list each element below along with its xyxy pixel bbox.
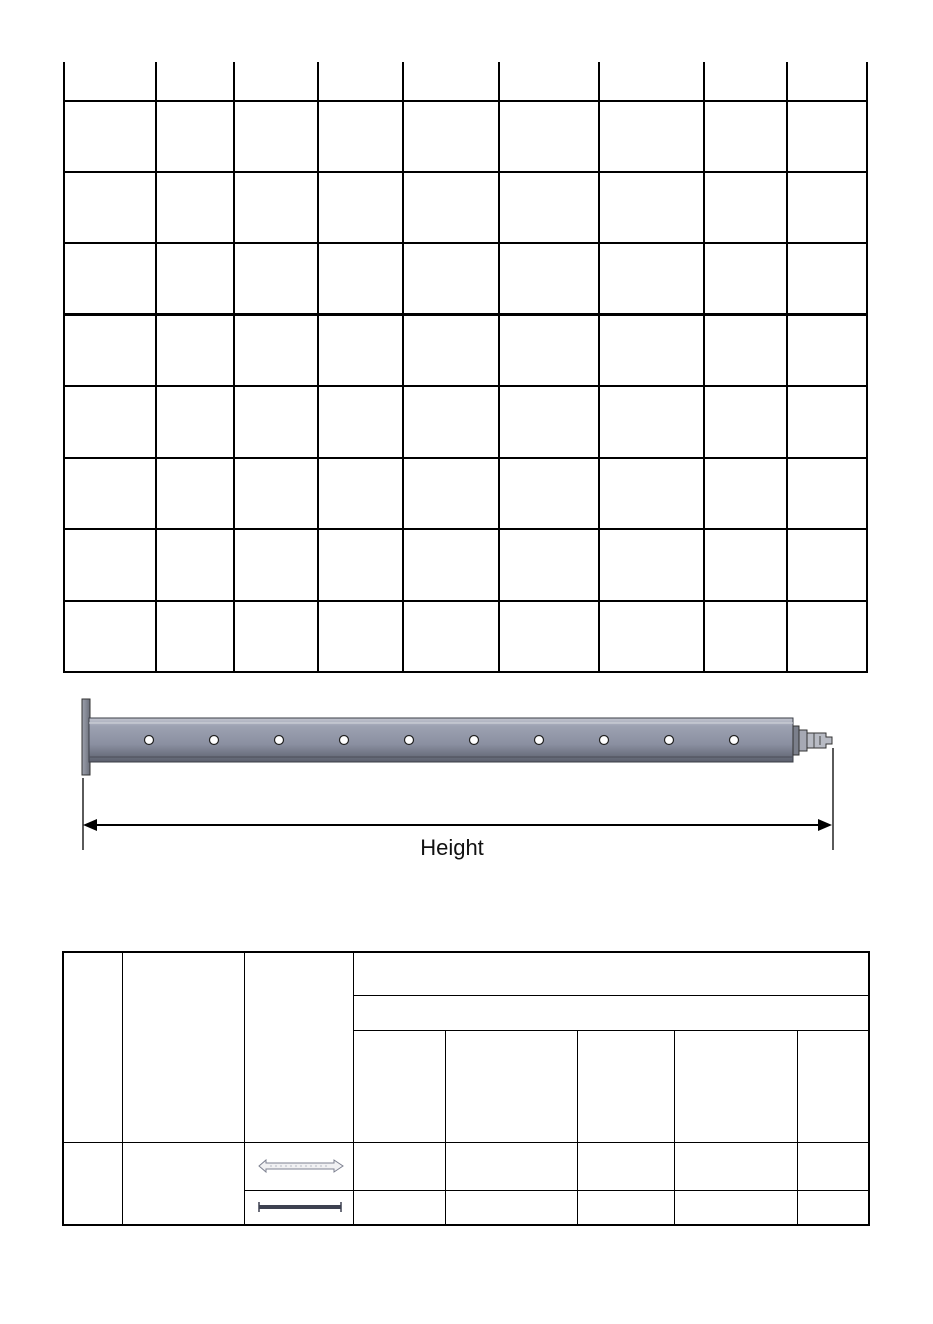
beam-arrow-icon <box>259 1160 343 1172</box>
dimension-label: Height <box>420 835 484 860</box>
flat-bar-icon <box>259 1202 341 1212</box>
